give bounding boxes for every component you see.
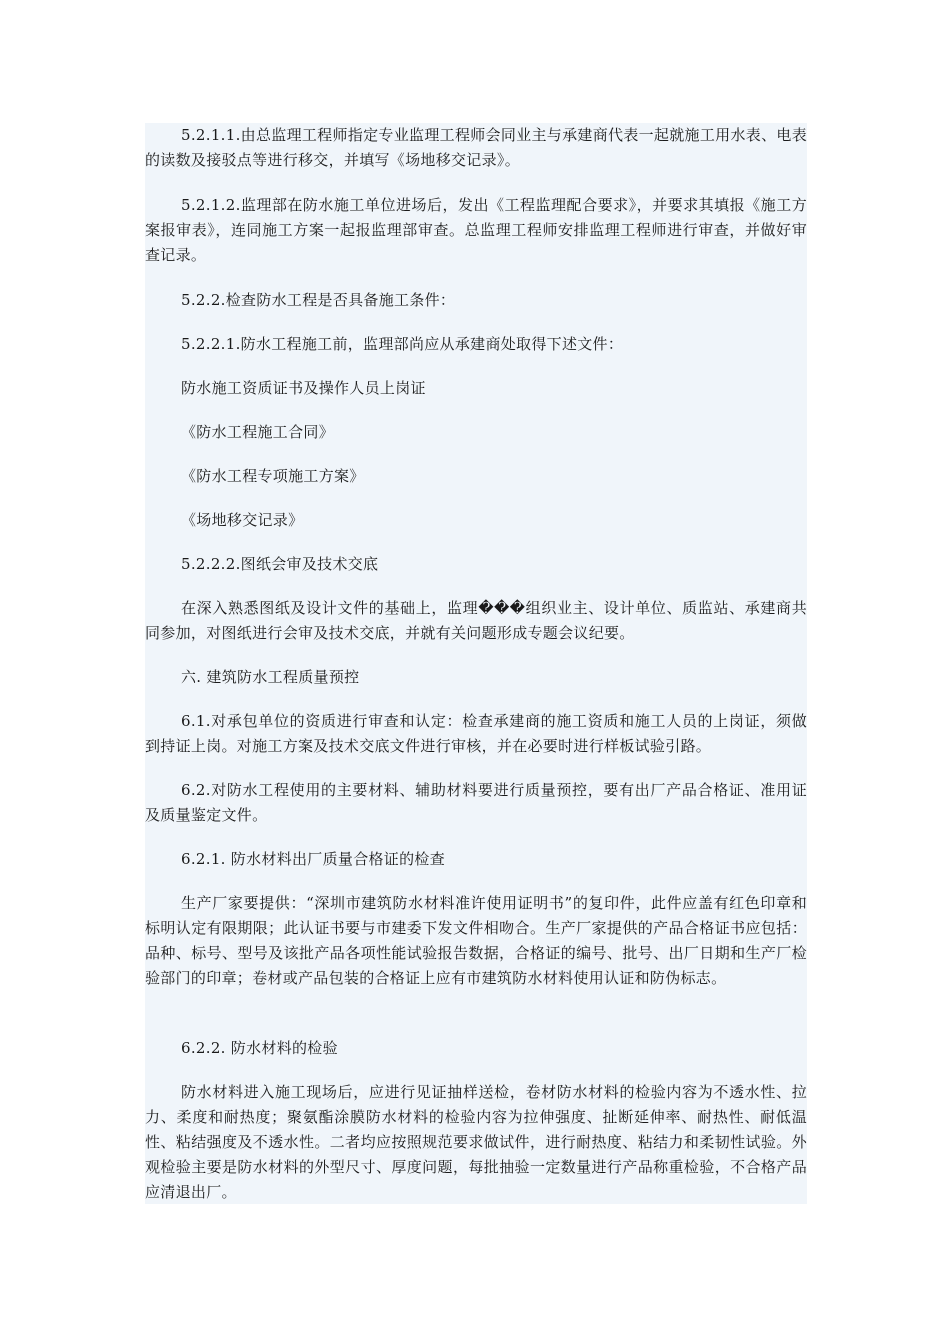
- list-item: 《场地移交记录》: [181, 511, 304, 529]
- section-heading-6: 六. 建筑防水工程质量预控: [181, 668, 360, 686]
- paragraph-5-2-2-2: 5.2.2.2.图纸会审及技术交底: [181, 555, 379, 573]
- paragraph-6-2-2: 6.2.2. 防水材料的检验: [181, 1039, 338, 1057]
- paragraph-5-2-1-1: 5.2.1.1.由总监理工程师指定专业监理工程师会同业主与承建商代表一起就施工用水表、电表的读数及接驳点等进行移交，并填写《场地移交记录》。: [145, 126, 807, 169]
- paragraph-material-inspection: 防水材料进入施工现场后，应进行见证抽样送检，卷材防水材料的检验内容为不透水性、拉力、柔度和耐热度；聚氨酯涂膜防水材料的检验内容为拉伸强度、扯断延伸率、耐热性、耐低温性、粘结强度及不透水性。二者均应按照规范要求做试件，进行耐热度、粘结力和柔韧性试验。外观检验主要是防水材料的外型尺寸、厚度问题，每批抽验一定数量进行产品称重检验，不合格产品应清退出厂。: [145, 1083, 807, 1201]
- paragraph-6-2-1: 6.2.1. 防水材料出厂质量合格证的检查: [181, 850, 446, 868]
- paragraph-6-1: 6.1.对承包单位的资质进行审查和认定：检查承建商的施工资质和施工人员的上岗证，须做到持证上岗。对施工方案及技术交底文件进行审核，并在必要时进行样板试验引路。: [145, 712, 807, 755]
- paragraph-certificate-check: 生产厂家要提供：“深圳市建筑防水材料准许使用证明书”的复印件，此件应盖有红色印章和标明认定有限期限；此认证书要与市建委下发文件相吻合。生产厂家提供的产品合格证书应包括：品种、标号、型号及该批产品各项性能试验报告数据，合格证的编号、批号、出厂日期和生产厂检验部门的印章；卷材或产品包装的合格证上应有市建筑防水材料使用认证和防伪标志。: [145, 894, 807, 987]
- list-item: 防水施工资质证书及操作人员上岗证: [181, 379, 426, 397]
- list-item: 《防水工程专项施工方案》: [181, 467, 365, 485]
- paragraph-drawing-review: 在深入熟悉图纸及设计文件的基础上，监理���组织业主、设计单位、质监站、承建商共同参加，对图纸进行会审及技术交底，并就有关问题形成专题会议纪要。: [145, 599, 807, 642]
- paragraph-5-2-2-1: 5.2.2.1.防水工程施工前，监理部尚应从承建商处取得下述文件：: [181, 335, 624, 353]
- paragraph-6-2: 6.2.对防水工程使用的主要材料、辅助材料要进行质量预控，要有出厂产品合格证、准用证及质量鉴定文件。: [145, 781, 807, 824]
- paragraph-5-2-2: 5.2.2.检查防水工程是否具备施工条件：: [181, 291, 456, 309]
- list-item: 《防水工程施工合同》: [181, 423, 335, 441]
- paragraph-5-2-1-2: 5.2.1.2.监理部在防水施工单位进场后，发出《工程监理配合要求》，并要求其填报《施工方案报审表》，连同施工方案一起报监理部审查。总监理工程师安排监理工程师进行审查，并做好审查记录。: [145, 196, 807, 264]
- document-body: [145, 123, 807, 1204]
